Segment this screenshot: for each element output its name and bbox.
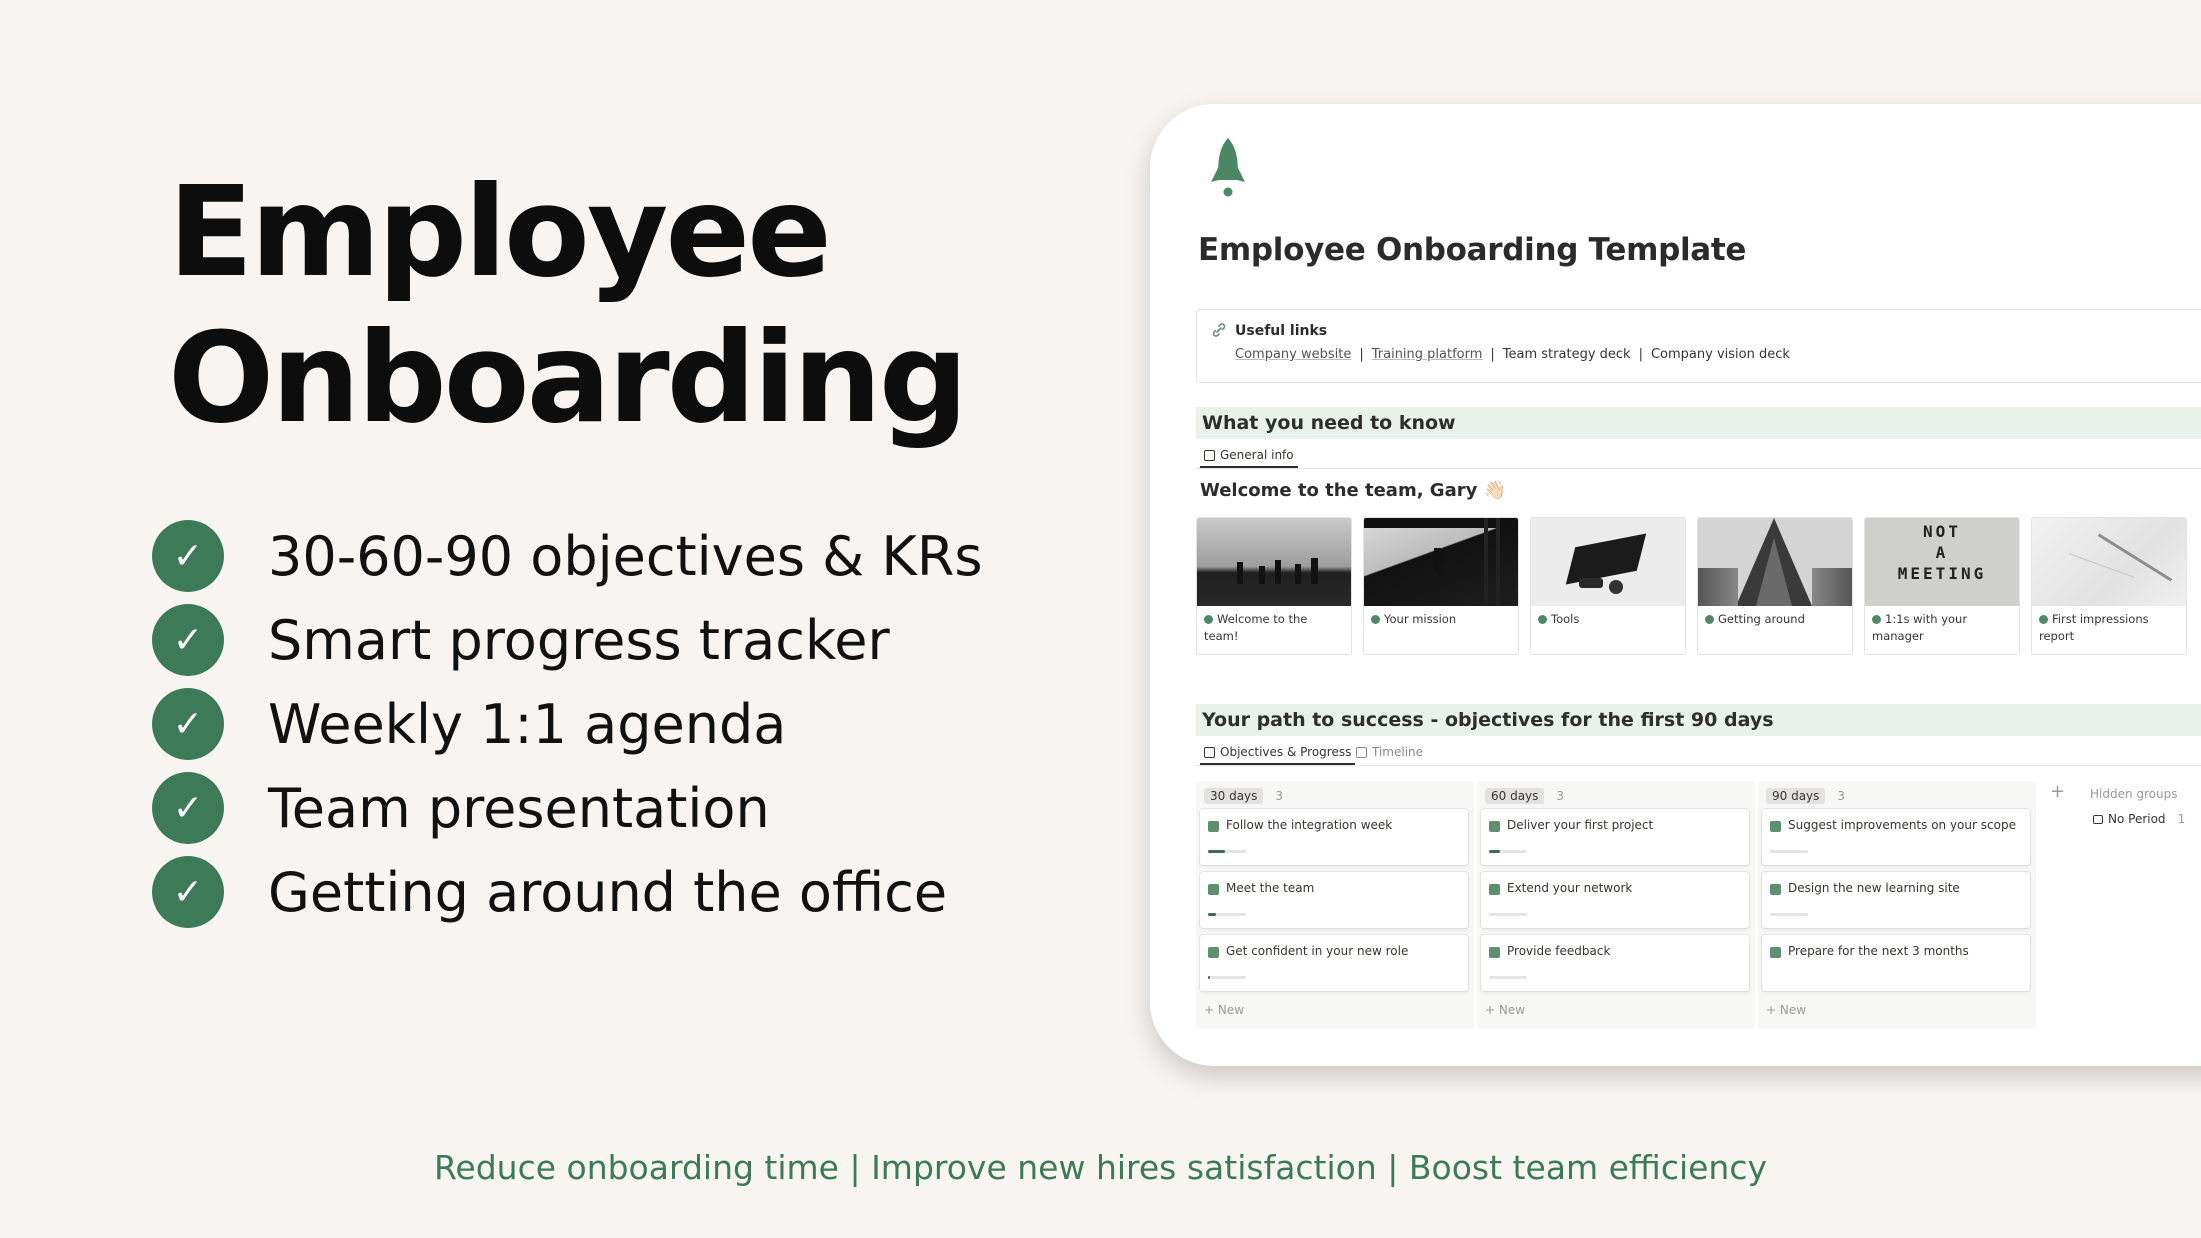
section-header-path [1196, 704, 2201, 736]
card-title: Design the new learning site [1788, 881, 1960, 895]
board-card[interactable] [1762, 872, 2030, 928]
card-title: Deliver your first project [1507, 818, 1654, 832]
view-tabs [1196, 444, 2201, 469]
image-text: A [1935, 543, 1949, 562]
hero-title [168, 160, 965, 452]
progress-bar [1489, 850, 1527, 853]
sparkle-icon [1770, 884, 1781, 895]
column-name[interactable]: 30 days [1204, 788, 1263, 804]
board-column-60-days [1477, 781, 1755, 1029]
hidden-group-no-period[interactable] [2093, 812, 2185, 826]
new-label: New [1779, 1003, 1807, 1017]
new-card-button[interactable]: + New [1204, 1003, 1245, 1017]
board-card[interactable] [1481, 872, 1749, 928]
new-label: New [1217, 1003, 1245, 1017]
card-title: Suggest improvements on your scope [1788, 818, 2016, 832]
gallery-image [2032, 518, 2186, 606]
column-name[interactable]: 90 days [1766, 788, 1825, 804]
feature-label: Team presentation [268, 776, 770, 840]
check-icon: ✓ [152, 688, 224, 760]
chat-icon [2039, 615, 2048, 624]
gallery-label: First impressions report [2039, 612, 2149, 643]
gallery-label: Getting around [1718, 612, 1805, 626]
sprout-icon [1208, 947, 1219, 958]
link-separator: | [1359, 347, 1364, 362]
link-training-platform[interactable]: Training platform [1371, 347, 1483, 362]
tab-general-info[interactable] [1200, 444, 1298, 468]
card-title: Get confident in your new role [1226, 944, 1409, 958]
feature-list [152, 514, 983, 934]
link-team-strategy-deck[interactable]: Team strategy deck [1502, 347, 1631, 362]
gallery-label-wrap [1364, 606, 1518, 633]
feature-item [152, 850, 983, 934]
gallery-card[interactable] [2031, 517, 2187, 655]
link-icon [1211, 322, 1227, 338]
new-card-button[interactable]: + New [1485, 1003, 1526, 1017]
gallery-image [1698, 518, 1852, 606]
links-row [1235, 347, 1790, 362]
timeline-icon [1356, 747, 1367, 758]
notion-page-preview [1150, 104, 2201, 1066]
gallery-card[interactable] [1697, 517, 1853, 655]
package-icon [1489, 821, 1500, 832]
tab-objectives-progress[interactable] [1200, 741, 1355, 765]
hidden-groups-label: Hidden groups [2090, 787, 2178, 801]
section-header-know [1196, 407, 2201, 439]
column-count: 3 [1556, 789, 1565, 803]
gallery-image [1865, 518, 2019, 606]
tagline: Reduce onboarding time | Improve new hires satisfaction | Boost team efficiency [433, 1148, 1768, 1187]
board-card[interactable] [1762, 809, 2030, 865]
feedback-icon [1489, 947, 1500, 958]
new-card-button[interactable]: + New [1766, 1003, 1807, 1017]
sun-icon [1770, 821, 1781, 832]
feature-item [152, 514, 983, 598]
feature-label: Smart progress tracker [268, 608, 890, 672]
progress-bar [1208, 976, 1246, 979]
section-title: What you need to know [1202, 412, 1456, 434]
useful-links-callout [1196, 309, 2201, 383]
phone-icon [1872, 615, 1881, 624]
new-label: New [1498, 1003, 1526, 1017]
tab-label: General info [1220, 448, 1294, 462]
feature-item [152, 598, 983, 682]
tab-label: Timeline [1372, 745, 1424, 759]
board-column-30-days [1196, 781, 1474, 1029]
gallery-card[interactable] [1196, 517, 1352, 655]
column-header [1766, 788, 1845, 804]
calendar-icon [1208, 821, 1219, 832]
gallery-label: Tools [1551, 612, 1580, 626]
feature-item [152, 766, 983, 850]
gallery-image [1364, 518, 1518, 606]
progress-bar [1489, 976, 1527, 979]
card-title: Meet the team [1226, 881, 1315, 895]
image-text: MEETING [1897, 564, 1987, 583]
link-separator: | [1490, 347, 1495, 362]
link-separator: | [1638, 347, 1643, 362]
progress-bar [1770, 850, 1808, 853]
progress-fill [1208, 850, 1225, 853]
feature-label: Getting around the office [268, 860, 948, 924]
board-icon [1204, 747, 1215, 758]
callout-title: Useful links [1235, 323, 1328, 339]
board-card[interactable] [1481, 809, 1749, 865]
board-card[interactable] [1200, 872, 1468, 928]
progress-fill [1208, 913, 1216, 916]
gallery-label: 1:1s with your manager [1872, 612, 1968, 643]
board-column-90-days [1758, 781, 2036, 1029]
table-icon [1204, 450, 1215, 461]
board-card[interactable] [1481, 935, 1749, 991]
check-icon: ✓ [152, 856, 224, 928]
progress-bar [1770, 913, 1808, 916]
no-period-count: 1 [2177, 812, 2186, 826]
column-count: 3 [1275, 789, 1284, 803]
feature-label: Weekly 1:1 agenda [268, 692, 787, 756]
feature-item [152, 682, 983, 766]
card-title: Extend your network [1507, 881, 1633, 895]
image-text: NOT [1923, 522, 1961, 541]
gallery-label: Welcome to the team! [1204, 612, 1308, 643]
network-icon [1489, 884, 1500, 895]
smile-icon [1204, 615, 1213, 624]
section-title: Your path to success - objectives for the first 90 days [1202, 709, 1774, 731]
gallery-card[interactable] [1363, 517, 1519, 655]
hero-title-line1: Employee [168, 160, 829, 305]
board-card[interactable] [1200, 809, 1468, 865]
progress-fill [1208, 976, 1210, 979]
gallery-card[interactable] [1530, 517, 1686, 655]
column-count: 3 [1837, 789, 1846, 803]
gallery-label-wrap [1865, 606, 2019, 650]
gallery-label-wrap [1197, 606, 1351, 650]
progress-bar [1208, 913, 1246, 916]
progress-bar [1208, 850, 1246, 853]
gallery-label: Your mission [1384, 612, 1457, 626]
rocket-icon [1208, 136, 1248, 202]
progress-bar [1489, 913, 1527, 916]
column-header [1204, 788, 1283, 804]
column-name[interactable]: 60 days [1485, 788, 1544, 804]
card-title: Prepare for the next 3 months [1788, 944, 1969, 958]
tree-icon [1770, 947, 1781, 958]
board-view-tabs [1196, 741, 2201, 766]
check-icon: ✓ [152, 604, 224, 676]
tab-label: Objectives & Progress [1220, 745, 1352, 759]
people-icon [1208, 884, 1219, 895]
feature-label: 30-60-90 objectives & KRs [268, 524, 983, 588]
add-group-button[interactable]: + [2050, 781, 2066, 802]
gallery-label-wrap [1531, 606, 1685, 633]
check-icon: ✓ [152, 772, 224, 844]
link-company-website[interactable]: Company website [1235, 347, 1352, 362]
page-title: Employee Onboarding Template [1198, 232, 1747, 268]
gallery-image [1531, 518, 1685, 606]
inbox-icon [2093, 815, 2103, 824]
hero-title-line2: Onboarding [168, 306, 966, 451]
tool-icon [1538, 615, 1547, 624]
pen-icon [1371, 615, 1380, 624]
column-header [1485, 788, 1564, 804]
board-card[interactable] [1762, 935, 2030, 991]
gallery-image [1197, 518, 1351, 606]
progress-fill [1489, 850, 1500, 853]
no-period-label: No Period [2108, 812, 2166, 826]
welcome-heading: Welcome to the team, Gary 👋🏻 [1200, 480, 1507, 501]
building-icon [1705, 615, 1714, 624]
gallery-card[interactable] [1864, 517, 2020, 655]
gallery-label-wrap [2032, 606, 2186, 650]
gallery-label-wrap [1698, 606, 1852, 633]
card-title: Follow the integration week [1226, 818, 1393, 832]
check-icon: ✓ [152, 520, 224, 592]
link-company-vision-deck[interactable]: Company vision deck [1650, 347, 1790, 362]
card-title: Provide feedback [1507, 944, 1611, 958]
tab-timeline[interactable] [1356, 741, 1423, 763]
board-card[interactable] [1200, 935, 1468, 991]
